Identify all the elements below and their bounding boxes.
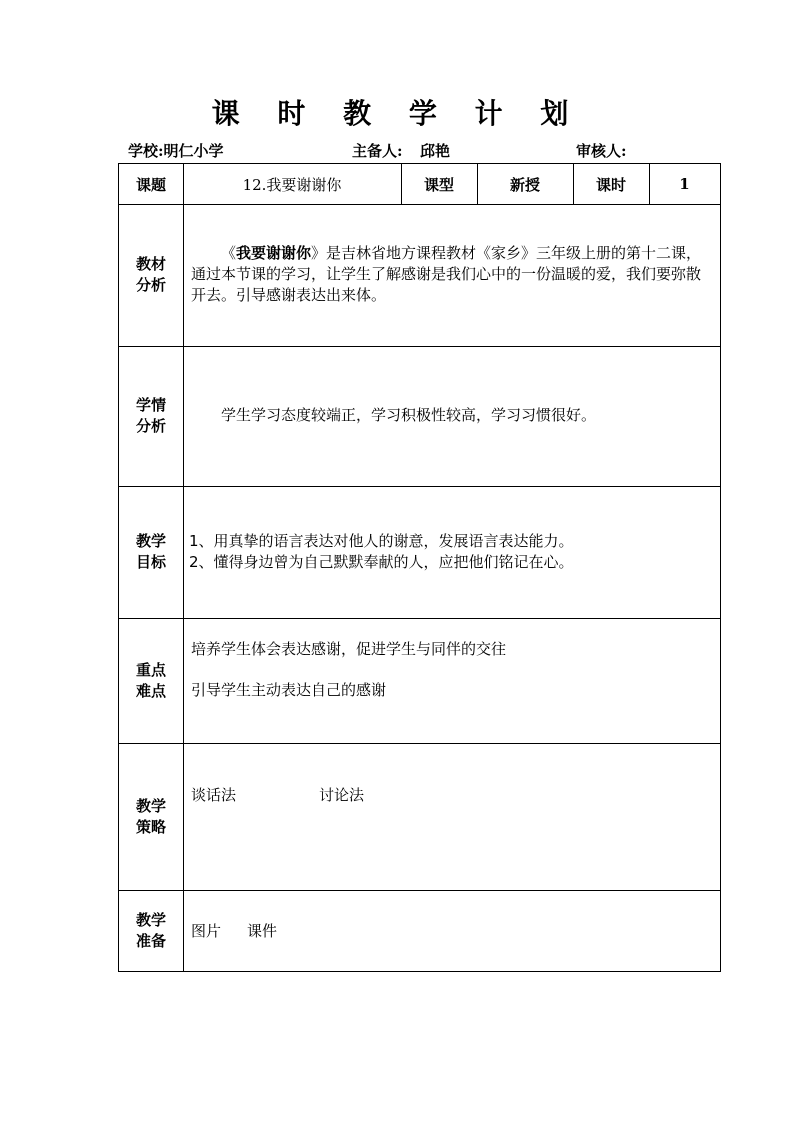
- key-point-item: 引导学生主动表达自己的感谢: [191, 681, 387, 699]
- key-points-label: 重点 难点: [135, 660, 166, 700]
- preparer-field: [352, 140, 403, 161]
- material-analysis-text: 《我要谢谢你》是吉林省地方课程教材《家乡》三年级上册的第十二课，通过本节课的学习，让学生了解感谢是我们心中的一份温暖的爱，我们要弥散开去。引导感谢表达出来体。: [191, 244, 702, 304]
- topic-value: 12.我要谢谢你: [242, 175, 342, 194]
- page-title: 课 时 教 学 计 划: [211, 97, 583, 130]
- preparer-value: 邱艳: [420, 142, 451, 160]
- school-field: [128, 140, 224, 161]
- material-analysis-label: 教材 分析: [135, 255, 166, 294]
- school-label: 学校:: [128, 142, 164, 160]
- hours-value: 1: [679, 175, 690, 193]
- goal-item: 1、用真挚的语言表达对他人的谢意，发展语言表达能力。: [189, 532, 574, 550]
- student-analysis-text: 学生学习态度较端正，学习积极性较高，学习习惯很好。: [221, 406, 597, 424]
- strategy-method-2: 讨论法: [319, 786, 365, 804]
- type-value: 新授: [509, 175, 540, 194]
- preparer-label: 主备人:: [352, 142, 403, 160]
- teaching-preparation-label: 教学 准备: [135, 910, 166, 950]
- type-label: 课型: [423, 175, 454, 194]
- topic-label: 课题: [135, 175, 166, 194]
- teaching-goals-list: [189, 531, 713, 573]
- teaching-strategy-label: 教学 策略: [135, 796, 166, 836]
- preparation-item-1: 图片: [191, 922, 222, 940]
- reviewer-label: 审核人:: [576, 142, 627, 160]
- hours-label: 课时: [595, 175, 626, 194]
- school-value: 明仁小学: [163, 142, 224, 160]
- key-point-item: 培养学生体会表达感谢，促进学生与同伴的交往: [191, 640, 507, 658]
- lesson-plan-table: [118, 163, 721, 972]
- preparation-item-2: 课件: [247, 922, 278, 940]
- strategy-method-1: 谈话法: [191, 786, 237, 804]
- student-analysis-label: 学情 分析: [135, 396, 166, 435]
- goal-item: 2、懂得身边曾为自己默默奉献的人，应把他们铭记在心。: [189, 553, 574, 571]
- teaching-goals-label: 教学 目标: [135, 532, 166, 571]
